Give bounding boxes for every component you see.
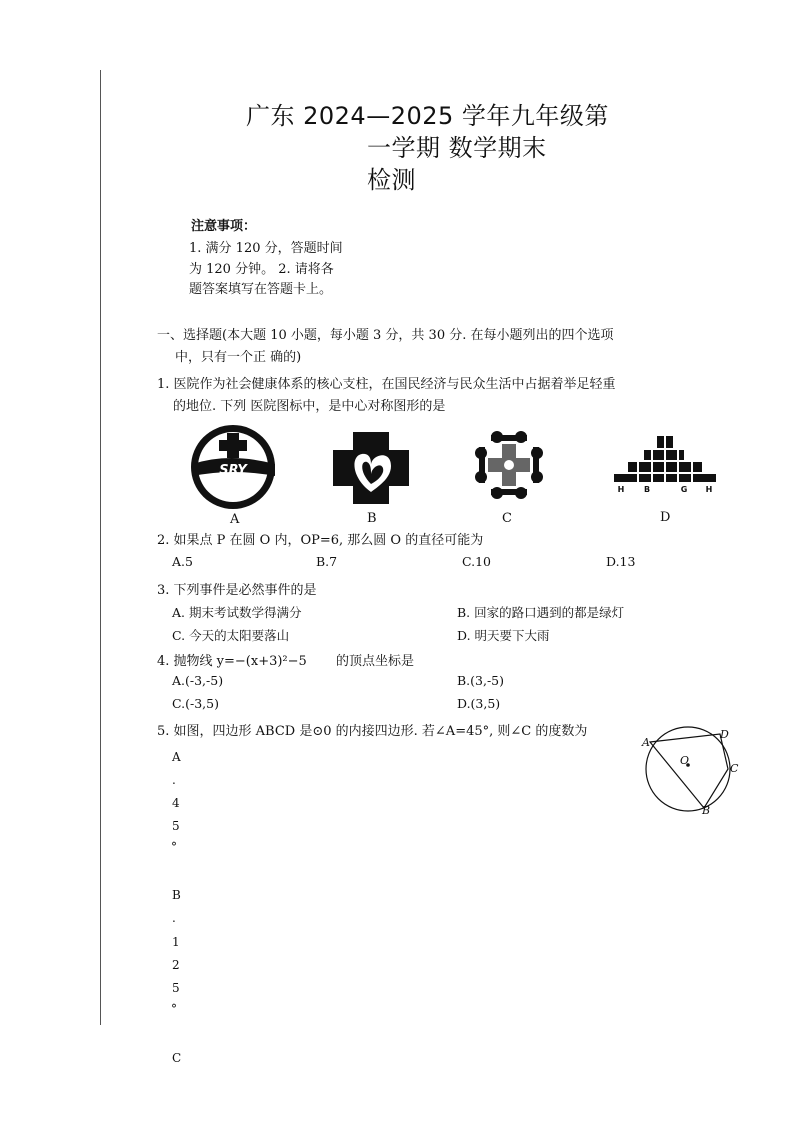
q5-option-a-char: 5: [172, 819, 180, 833]
q2-option-d: D.13: [606, 554, 636, 569]
section-heading-line-2: 中，只有一个正 确的): [175, 350, 302, 365]
logo-d-letter-3: G: [680, 485, 688, 494]
figure-label-a: A: [642, 736, 650, 749]
q4-stem-tail: 的顶点坐标是: [336, 654, 415, 669]
logo-a-text: SRY: [219, 463, 247, 478]
q1-stem-line-1: 1. 医院作为社会健康体系的核心支柱，在国民经济与民众生活中占据着举足轻重: [157, 377, 616, 392]
logo-label-c: C: [502, 511, 512, 526]
q4-option-b: B.(3,-5): [457, 673, 505, 688]
q4-option-c: C.(-3,5): [172, 696, 219, 711]
q3-option-b: B. 回家的路口遇到的都是绿灯: [457, 605, 625, 620]
q3-option-d: D. 明天要下大雨: [457, 628, 550, 643]
q5-option-c-char: C: [172, 1051, 182, 1065]
notice-line-3: 题答案填写在答题卡上。: [189, 282, 333, 297]
q4-stem: 4. 抛物线 y=−(x+3)²−5: [157, 654, 307, 669]
title-line-3: 检测: [367, 166, 416, 194]
q5-option-a-char: 4: [172, 796, 180, 810]
q5-option-b-char: B: [172, 888, 181, 902]
q5-option-a-char: A: [172, 750, 181, 764]
q3-option-c: C. 今天的太阳要落山: [172, 628, 290, 643]
notice-heading: 注意事项：: [191, 219, 257, 234]
notice-line-2: 为 120 分钟。 2. 请将各: [189, 262, 334, 277]
q5-option-b-char: 2: [172, 958, 180, 972]
q2-option-b: B.7: [316, 554, 338, 569]
logo-d-letter-4: H: [705, 485, 713, 494]
q5-stem: 5. 如图，四边形 ABCD 是⊙0 的内接四边形. 若∠A=45°, 则∠C 的度数为: [157, 724, 588, 739]
hospital-logo-b: [333, 432, 409, 504]
notice-line-1: 1. 满分 120 分，答题时间: [189, 241, 343, 256]
figure-label-d: D: [720, 728, 729, 741]
q2-option-c: C.10: [462, 554, 491, 569]
q2-option-a: A.5: [172, 554, 193, 569]
q5-option-a-char: °: [171, 840, 177, 854]
inscribed-quadrilateral-figure: [638, 724, 746, 820]
hospital-logo-c: [474, 430, 544, 500]
q5-option-b-char: 5: [172, 981, 180, 995]
figure-label-c: C: [730, 762, 739, 775]
title-line-1: 广东 2024—2025 学年九年级第: [246, 102, 609, 130]
hospital-logo-a: [189, 424, 279, 510]
logo-label-a: A: [230, 512, 240, 527]
q5-option-a-char: .: [172, 773, 176, 787]
figure-label-b: B: [702, 804, 711, 817]
figure-label-o: O: [680, 754, 690, 767]
q5-option-b-char: 1: [172, 935, 180, 949]
q5-option-b-char: °: [171, 1002, 177, 1016]
title-line-2: 一学期 数学期末: [367, 134, 547, 162]
logo-label-d: D: [660, 510, 671, 525]
logo-d-letter-2: B: [643, 485, 651, 494]
logo-label-b: B: [367, 511, 377, 526]
binding-margin-line: [100, 70, 101, 1025]
q5-option-b-char: .: [172, 911, 176, 925]
q3-option-a: A. 期末考试数学得满分: [172, 605, 302, 620]
q4-option-a: A.(-3,-5): [172, 673, 224, 688]
section-heading-line-1: 一、选择题(本大题 10 小题，每小题 3 分，共 30 分. 在每小题列出的四个选项: [157, 328, 614, 343]
q1-stem-line-2: 的地位. 下列 医院图标中，是中心对称图形的是: [173, 399, 446, 414]
logo-d-letter-1: H: [617, 485, 625, 494]
q2-stem: 2. 如果点 P 在圆 O 内，OP=6, 那么圆 O 的直径可能为: [157, 533, 484, 548]
hospital-logo-d: [612, 436, 718, 496]
q3-stem: 3. 下列事件是必然事件的是: [157, 583, 317, 598]
q4-option-d: D.(3,5): [457, 696, 501, 711]
